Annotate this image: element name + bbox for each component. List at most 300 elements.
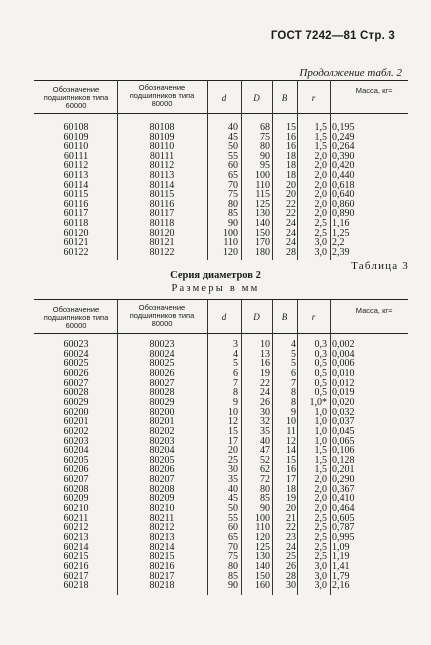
r-value: 1,5 (314, 122, 327, 133)
code-80000: 80204 (149, 445, 175, 457)
code-60000: 60218 (63, 580, 89, 592)
mass-value: 0,860 (332, 198, 355, 210)
continuation-caption: Продолжение табл. 2 (299, 67, 402, 79)
d-value: 3 (233, 339, 238, 350)
table1-header-mass: Масса, кг≈ (355, 86, 393, 95)
d-value: 30 (228, 464, 238, 476)
r-value: 2,0 (314, 493, 327, 505)
mass-value: 1,41 (332, 560, 350, 572)
code-80000: 80214 (149, 541, 175, 553)
r-value: 3,0 (314, 580, 327, 592)
r-value: 2,0 (314, 208, 327, 220)
table2-header-col1: Обозначение подшипников типа 60000 (43, 305, 109, 330)
D-value: 19 (260, 367, 270, 379)
D-value: 47 (260, 445, 270, 457)
code-60000: 60201 (63, 416, 89, 428)
code-60000: 60207 (63, 474, 89, 486)
code-80000: 80025 (149, 358, 175, 370)
table1-top-rule (34, 80, 408, 81)
B-value: 26 (286, 560, 296, 572)
code-80000: 80108 (149, 122, 175, 133)
d-value: 75 (228, 551, 238, 563)
B-value: 7 (291, 377, 296, 389)
code-60000: 60205 (63, 454, 89, 466)
code-80000: 80112 (149, 160, 175, 172)
r-value: 3,0 (314, 237, 327, 249)
D-value: 40 (260, 435, 270, 447)
D-value: 160 (255, 580, 270, 592)
mass-value: 0,010 (332, 367, 355, 379)
d-value: 110 (223, 237, 238, 249)
table1-header-B: B (281, 93, 288, 103)
code-60000: 60114 (63, 179, 89, 191)
code-80000: 80122 (149, 246, 175, 258)
B-value: 15 (286, 454, 296, 466)
D-value: 115 (255, 189, 270, 201)
table1-header-D: D (253, 93, 260, 103)
code-80000: 80024 (149, 348, 175, 360)
B-value: 24 (286, 541, 296, 553)
B-value: 19 (286, 493, 296, 505)
code-80000: 80203 (149, 435, 175, 447)
code-60000: 60122 (63, 246, 89, 258)
page-header: ГОСТ 7242—81 Стр. 3 (270, 30, 395, 42)
B-value: 16 (286, 141, 296, 153)
mass-value: 0,006 (332, 358, 355, 370)
table-row (0, 580, 431, 591)
code-80000: 80206 (149, 464, 175, 476)
code-80000: 80027 (149, 377, 175, 389)
B-value: 10 (286, 416, 296, 428)
r-value: 0,5 (314, 387, 327, 399)
r-value: 1,5 (314, 464, 327, 476)
code-60000: 60211 (63, 512, 89, 524)
table2-top-rule (34, 299, 408, 300)
code-60000: 60111 (63, 150, 89, 162)
code-80000: 80110 (149, 141, 175, 153)
r-value: 0,5 (314, 377, 327, 389)
D-value: 22 (260, 377, 270, 389)
r-value: 1,5 (314, 454, 327, 466)
D-value: 68 (260, 122, 270, 133)
D-value: 85 (260, 493, 270, 505)
code-60000: 60214 (63, 541, 89, 553)
r-value: 2,5 (314, 541, 327, 553)
D-value: 150 (255, 570, 270, 582)
code-80000: 80118 (149, 218, 175, 229)
code-60000: 60027 (63, 377, 89, 389)
code-80000: 80208 (149, 483, 175, 495)
code-80000: 80114 (149, 179, 175, 191)
d-value: 60 (228, 160, 238, 172)
mass-value: 0,290 (332, 474, 355, 486)
code-80000: 80201 (149, 416, 175, 428)
code-60000: 60110 (63, 141, 89, 153)
code-60000: 60116 (63, 198, 89, 210)
code-80000: 80210 (149, 503, 175, 515)
mass-value: 0,440 (332, 170, 355, 181)
B-value: 22 (286, 208, 296, 220)
d-value: 40 (228, 483, 238, 495)
D-value: 52 (260, 454, 270, 466)
r-value: 2,0 (314, 189, 327, 201)
mass-value: 0,045 (332, 425, 355, 437)
code-80000: 80218 (149, 580, 175, 592)
D-value: 72 (260, 474, 270, 486)
d-value: 10 (228, 406, 238, 418)
d-value: 5 (233, 358, 238, 370)
d-value: 75 (228, 189, 238, 201)
mass-value: 0,264 (332, 141, 355, 153)
d-value: 8 (233, 387, 238, 399)
B-value: 16 (286, 131, 296, 143)
code-60000: 60120 (63, 227, 89, 239)
mass-value: 0,020 (332, 396, 355, 408)
d-value: 120 (223, 246, 238, 258)
code-60000: 60208 (63, 483, 89, 495)
r-value: 0,5 (314, 358, 327, 370)
B-value: 18 (286, 160, 296, 172)
code-60000: 60209 (63, 493, 89, 505)
B-value: 24 (286, 218, 296, 229)
code-80000: 80111 (149, 150, 175, 162)
D-value: 13 (260, 348, 270, 360)
r-value: 2,0 (314, 179, 327, 191)
d-value: 50 (228, 503, 238, 515)
D-value: 170 (255, 237, 270, 249)
B-value: 20 (286, 189, 296, 201)
B-value: 22 (286, 198, 296, 210)
d-value: 85 (228, 208, 238, 220)
code-80000: 80115 (149, 189, 175, 201)
mass-value: 1,09 (332, 541, 350, 553)
mass-value: 1,25 (332, 227, 350, 239)
table2-header-D: D (253, 312, 260, 322)
mass-value: 0,367 (332, 483, 355, 495)
mass-value: 0,032 (332, 406, 355, 418)
mass-value: 0,106 (332, 445, 355, 457)
d-value: 25 (228, 454, 238, 466)
code-60000: 60217 (63, 570, 89, 582)
mass-value: 0,065 (332, 435, 355, 447)
table1-header-d: d (221, 93, 227, 103)
code-80000: 80205 (149, 454, 175, 466)
code-80000: 80023 (149, 339, 175, 350)
table-caption: Таблица 3 (351, 260, 409, 272)
d-value: 50 (228, 141, 238, 153)
code-80000: 80212 (149, 522, 175, 534)
d-value: 7 (233, 377, 238, 389)
sizes-title: Размеры в мм (171, 283, 260, 294)
r-value: 1,5 (314, 445, 327, 457)
mass-value: 1,19 (332, 551, 350, 563)
r-value: 2,0 (314, 483, 327, 495)
d-value: 9 (233, 396, 238, 408)
table1-header-r: r (311, 93, 316, 103)
code-60000: 60113 (63, 170, 89, 181)
d-value: 6 (233, 367, 238, 379)
r-value: 2,5 (314, 532, 327, 543)
r-value: 0,3 (314, 348, 327, 360)
table2-header-d: d (221, 312, 227, 322)
code-80000: 80216 (149, 560, 175, 572)
code-60000: 60210 (63, 503, 89, 515)
r-value: 2,0 (314, 170, 327, 181)
r-value: 2,5 (314, 218, 327, 229)
d-value: 17 (228, 435, 238, 447)
code-80000: 80113 (149, 170, 175, 181)
mass-value: 2,16 (332, 580, 350, 592)
code-80000: 80215 (149, 551, 175, 563)
mass-value: 2,2 (332, 237, 345, 249)
D-value: 16 (260, 358, 270, 370)
B-value: 14 (286, 445, 296, 457)
B-value: 6 (291, 367, 296, 379)
code-60000: 60204 (63, 445, 89, 457)
B-value: 16 (286, 464, 296, 476)
r-value: 3,0 (314, 560, 327, 572)
code-60000: 60023 (63, 339, 89, 350)
r-value: 2,0 (314, 474, 327, 486)
series-title: Серия диаметров 2 (170, 270, 261, 281)
r-value: 1,0 (314, 425, 327, 437)
B-value: 9 (291, 406, 296, 418)
code-60000: 60216 (63, 560, 89, 572)
d-value: 65 (228, 170, 238, 181)
mass-value: 0,201 (332, 464, 355, 476)
r-value: 2,0 (314, 503, 327, 515)
mass-value: 0,004 (332, 348, 355, 360)
r-value: 1,0 (314, 416, 327, 428)
mass-value: 0,410 (332, 493, 355, 505)
D-value: 90 (260, 150, 270, 162)
B-value: 5 (291, 348, 296, 360)
code-60000: 60112 (63, 160, 89, 172)
mass-value: 0,128 (332, 454, 355, 466)
code-60000: 60212 (63, 522, 89, 534)
r-value: 2,5 (314, 227, 327, 239)
D-value: 80 (260, 141, 270, 153)
B-value: 28 (286, 570, 296, 582)
table1-header-rule (34, 113, 408, 114)
d-value: 55 (228, 512, 238, 524)
B-value: 18 (286, 483, 296, 495)
code-60000: 60213 (63, 532, 89, 543)
code-60000: 60026 (63, 367, 89, 379)
code-80000: 80200 (149, 406, 175, 418)
r-value: 2,0 (314, 198, 327, 210)
mass-value: 0,195 (332, 122, 355, 133)
code-80000: 80209 (149, 493, 175, 505)
d-value: 15 (228, 425, 238, 437)
mass-value: 0,605 (332, 512, 355, 524)
code-60000: 60202 (63, 425, 89, 437)
d-value: 80 (228, 560, 238, 572)
D-value: 80 (260, 483, 270, 495)
code-60000: 60203 (63, 435, 89, 447)
d-value: 60 (228, 522, 238, 534)
D-value: 75 (260, 131, 270, 143)
B-value: 20 (286, 503, 296, 515)
mass-value: 0,618 (332, 179, 355, 191)
B-value: 12 (286, 435, 296, 447)
r-value: 0,3 (314, 339, 327, 350)
mass-value: 0,012 (332, 377, 355, 389)
r-value: 1,0 (314, 406, 327, 418)
B-value: 5 (291, 358, 296, 370)
B-value: 20 (286, 179, 296, 191)
B-value: 8 (291, 387, 296, 399)
B-value: 17 (286, 474, 296, 486)
code-80000: 80028 (149, 387, 175, 399)
mass-value: 0,002 (332, 339, 355, 350)
code-80000: 80207 (149, 474, 175, 486)
r-value: 1,5 (314, 141, 327, 153)
B-value: 28 (286, 246, 296, 258)
r-value: 3,0 (314, 246, 327, 258)
B-value: 25 (286, 551, 296, 563)
d-value: 85 (228, 570, 238, 582)
D-value: 95 (260, 160, 270, 172)
mass-value: 0,037 (332, 416, 355, 428)
mass-value: 0,787 (332, 522, 355, 534)
D-value: 30 (260, 406, 270, 418)
table1-header-col2: Обозначение подшипников типа 80000 (129, 83, 195, 108)
D-value: 35 (260, 425, 270, 437)
table2-header-mass: Масса, кг≈ (355, 306, 393, 315)
table2-header-r: r (311, 312, 316, 322)
d-value: 12 (228, 416, 238, 428)
D-value: 150 (255, 227, 270, 239)
code-60000: 60117 (63, 208, 89, 220)
D-value: 62 (260, 464, 270, 476)
d-value: 70 (228, 179, 238, 191)
r-value: 2,0 (314, 160, 327, 172)
d-value: 80 (228, 198, 238, 210)
D-value: 130 (255, 551, 270, 563)
mass-value: 0,390 (332, 150, 355, 162)
mass-value: 2,39 (332, 246, 350, 258)
d-value: 90 (228, 218, 238, 229)
code-60000: 60108 (63, 122, 89, 133)
r-value: 0,5 (314, 367, 327, 379)
r-value: 2,5 (314, 522, 327, 534)
table2-header-B: B (281, 312, 288, 322)
d-value: 100 (223, 227, 238, 239)
B-value: 24 (286, 227, 296, 239)
code-80000: 80109 (149, 131, 175, 143)
code-80000: 80211 (149, 512, 175, 524)
mass-value: 1,16 (332, 218, 350, 229)
B-value: 18 (286, 170, 296, 181)
D-value: 125 (255, 541, 270, 553)
D-value: 140 (255, 218, 270, 229)
code-80000: 80029 (149, 396, 175, 408)
d-value: 65 (228, 532, 238, 543)
d-value: 45 (228, 493, 238, 505)
d-value: 35 (228, 474, 238, 486)
d-value: 4 (233, 348, 238, 360)
mass-value: 0,890 (332, 208, 355, 220)
code-60000: 60025 (63, 358, 89, 370)
r-value: 1,5 (314, 131, 327, 143)
code-80000: 80117 (149, 208, 175, 220)
D-value: 10 (260, 339, 270, 350)
B-value: 11 (286, 425, 296, 437)
mass-value: 1,79 (332, 570, 350, 582)
code-60000: 60206 (63, 464, 89, 476)
d-value: 90 (228, 580, 238, 592)
mass-value: 0,640 (332, 189, 355, 201)
code-80000: 80213 (149, 532, 175, 543)
D-value: 100 (255, 170, 270, 181)
D-value: 24 (260, 387, 270, 399)
code-60000: 60121 (63, 237, 89, 249)
code-60000: 60118 (63, 218, 89, 229)
B-value: 15 (286, 122, 296, 133)
d-value: 45 (228, 131, 238, 143)
r-value: 2,5 (314, 551, 327, 563)
D-value: 120 (255, 532, 270, 543)
code-60000: 60200 (63, 406, 89, 418)
code-80000: 80202 (149, 425, 175, 437)
B-value: 24 (286, 237, 296, 249)
code-60000: 60215 (63, 551, 89, 563)
mass-value: 0,995 (332, 532, 355, 543)
r-value: 1,0* (309, 396, 327, 408)
d-value: 20 (228, 445, 238, 457)
table-row (0, 247, 431, 258)
B-value: 23 (286, 532, 296, 543)
mass-value: 0,464 (332, 503, 355, 515)
D-value: 140 (255, 560, 270, 572)
B-value: 18 (286, 150, 296, 162)
r-value: 2,5 (314, 512, 327, 524)
B-value: 21 (286, 512, 296, 524)
d-value: 70 (228, 541, 238, 553)
code-60000: 60029 (63, 396, 89, 408)
mass-value: 0,420 (332, 160, 355, 172)
code-60000: 60115 (63, 189, 89, 201)
B-value: 22 (286, 522, 296, 534)
table2-header-rule (34, 333, 408, 334)
B-value: 30 (286, 580, 296, 592)
mass-value: 0,249 (332, 131, 355, 143)
D-value: 26 (260, 396, 270, 408)
d-value: 40 (228, 122, 238, 133)
code-60000: 60024 (63, 348, 89, 360)
D-value: 180 (255, 246, 270, 258)
d-value: 55 (228, 150, 238, 162)
B-value: 4 (291, 339, 296, 350)
table2-header-col2: Обозначение подшипников типа 80000 (129, 303, 195, 328)
r-value: 3,0 (314, 570, 327, 582)
D-value: 130 (255, 208, 270, 220)
D-value: 90 (260, 503, 270, 515)
r-value: 2,0 (314, 150, 327, 162)
code-80000: 80116 (149, 198, 175, 210)
D-value: 100 (255, 512, 270, 524)
code-80000: 80120 (149, 227, 175, 239)
code-60000: 60028 (63, 387, 89, 399)
table1-header-col1: Обозначение подшипников типа 60000 (43, 85, 109, 110)
D-value: 32 (260, 416, 270, 428)
D-value: 110 (255, 179, 270, 191)
code-80000: 80026 (149, 367, 175, 379)
D-value: 125 (255, 198, 270, 210)
code-80000: 80121 (149, 237, 175, 249)
B-value: 8 (291, 396, 296, 408)
